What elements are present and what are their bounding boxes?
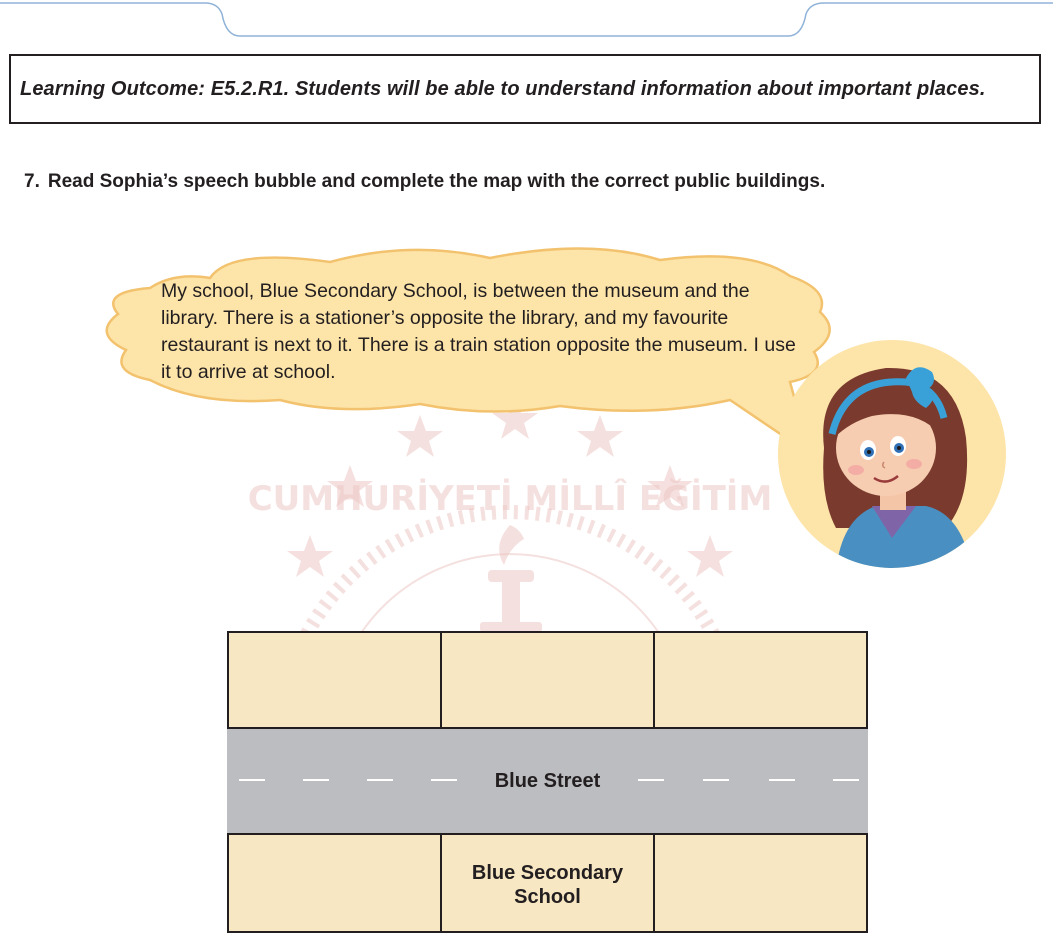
lane-dash <box>239 779 265 781</box>
question-prompt <box>24 171 825 193</box>
street-map <box>227 631 868 920</box>
lane-dash <box>303 779 329 781</box>
map-bottom-row <box>227 833 868 933</box>
map-street <box>227 729 868 833</box>
page-header-frame <box>0 0 1053 45</box>
lane-dash <box>769 779 795 781</box>
watermark-arc-text: CUMHURİYETİ MİLLÎ EĞİTİM <box>247 479 773 519</box>
lane-dash <box>367 779 393 781</box>
map-building-bottom-right[interactable] <box>655 833 868 933</box>
speech-bubble-text: My school, Blue Secondary School, is between the museum and the library. There is a stationer’s opposite the library, and my favourite restaurant is next to it. There is a train station opposite the museum. I use it to arrive at school. <box>161 280 796 383</box>
map-building-top-right[interactable] <box>655 631 868 729</box>
lane-dash <box>431 779 457 781</box>
girl-avatar <box>776 338 1008 570</box>
street-name-label: Blue Street <box>469 770 627 793</box>
map-top-row <box>227 631 868 729</box>
lane-dash <box>833 779 859 781</box>
map-building-top-middle[interactable] <box>442 631 655 729</box>
learning-outcome-box <box>9 54 1041 124</box>
learning-outcome-text: Learning Outcome: E5.2.R1. Students will be able to understand information about important places. <box>20 77 986 100</box>
lane-dash <box>703 779 729 781</box>
question-number: 7. <box>24 171 40 192</box>
question-text: Read Sophia’s speech bubble and complete the map with the correct public buildings. <box>47 171 826 192</box>
map-building-top-left[interactable] <box>227 631 442 729</box>
lane-dash <box>638 779 664 781</box>
map-building-bottom-middle: Blue Secondary School <box>442 833 655 933</box>
map-building-bottom-left[interactable] <box>227 833 442 933</box>
